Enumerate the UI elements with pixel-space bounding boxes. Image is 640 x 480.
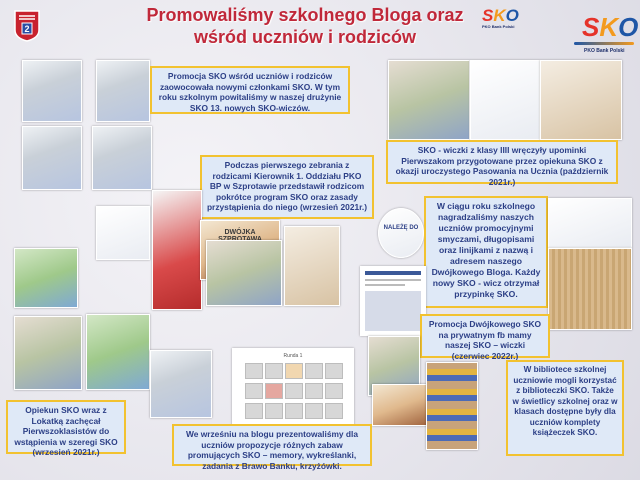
photo-lokatka-1 [14, 248, 78, 308]
game-tile [325, 363, 343, 379]
game-tile [245, 383, 263, 399]
game-tile [285, 363, 303, 379]
caption-first-meeting: Podczas pierwszego zebrania z rodzicami Kierownik 1. Oddziału PKO BP w Szprotawie przedstawił rodzicom pokrótce program SKO oraz zasady przystąpienia do niego (wrzesień 2021r.) [200, 155, 374, 219]
sko-letter: K [599, 12, 619, 42]
game-tile [285, 403, 303, 419]
photo-lokatka-2 [14, 316, 82, 390]
caption-gifts: SKO - wiczki z klasy IIII wręczyły upominki Pierwszakom przygotowane przez opiekuna SKO z okazji uroczystego Pasowania na Ucznia (październik 2021r.) [386, 140, 618, 184]
sko-letter: K [493, 6, 506, 25]
sko-letter: O [618, 12, 639, 42]
sko-logo-right [582, 12, 638, 43]
caption-library: W bibliotece szkolnej uczniowie mogli korzystać z biblioteczki SKO. Także w świetlicy szkolnej oraz w klasach dostępne były dla uczniów komplety książeczek SKO. [506, 360, 624, 456]
photo-memory-game [232, 348, 354, 426]
photo-new-member-3 [22, 126, 82, 190]
fb-image [365, 291, 421, 331]
game-tile [245, 363, 263, 379]
photo-brochures [96, 206, 150, 260]
fb-text-line [365, 284, 405, 286]
photo-bookshelf [426, 362, 478, 450]
sko-logo-right-subtitle: PKO Bank Polski [584, 48, 625, 54]
game-title: Runda 1 [283, 353, 303, 359]
fb-header-bar [365, 271, 421, 275]
caption-fb: Promocja Dwójkowego SKO na prywatnym fb mamy naszej SKO – wiczki (czerwiec 2022r.) [420, 314, 550, 358]
game-tile [245, 403, 263, 419]
caption-rewards: W ciągu roku szkolnego nagradzaliśmy naszych uczniów promocyjnymi smyczami, długopisami oraz linijkami z nazwą i adresem naszego Dwójkowego Bloga. Każdy nowy SKO - wicz otrzymał przypinkę SKO. [424, 196, 548, 308]
photo-new-member-2 [96, 60, 150, 122]
sko-letter: S [582, 12, 600, 42]
badge-text: NALEŻĘ DO [383, 225, 419, 231]
photo-gifts-1 [388, 60, 470, 140]
photo-rollup [152, 190, 202, 310]
game-tile [265, 403, 283, 419]
page-title [140, 4, 470, 48]
photo-new-member-1 [22, 60, 82, 122]
game-tile [265, 363, 283, 379]
page-title-line1: Promowaliśmy szkolnego Bloga oraz [146, 5, 464, 25]
caption-blog-games: We wrześniu na blogu prezentowaliśmy dla uczniów propozycje różnych zabaw promujących SKO – memory, wykreślanki, zadania z Brawo Banku, krzyżówki. [172, 424, 372, 466]
game-tile [305, 363, 323, 379]
school-crest-icon [14, 10, 40, 42]
game-tile [305, 383, 323, 399]
game-tile [325, 403, 343, 419]
game-tile [285, 383, 303, 399]
crest-number: 2 [24, 24, 30, 34]
game-tile [325, 383, 343, 399]
photo-gifts-3 [540, 60, 622, 140]
photo-gifts-2 [470, 60, 540, 140]
sko-letter: S [482, 6, 494, 25]
photo-sko-kit-2 [372, 384, 434, 426]
sign-text: DWÓJKA [224, 229, 256, 236]
photo-meeting [206, 240, 282, 306]
caption-promo: Promocja SKO wśród uczniów i rodziców zaowocowała nowymi członkami SKO. W tym roku szkolnym powitaliśmy w naszej drużynie SKO 13. nowych SKO-wiczów. [150, 66, 350, 114]
game-tile [305, 403, 323, 419]
photo-badge [378, 208, 424, 258]
sko-swoosh [574, 42, 634, 45]
sko-logo-top [482, 6, 519, 29]
photo-fb-post [360, 266, 426, 336]
game-tile [265, 383, 283, 399]
photo-lokatka-3 [86, 314, 150, 390]
photo-lanyards [548, 248, 632, 330]
photo-pens [548, 198, 632, 248]
sko-logo-top-subtitle: PKO Bank Polski [482, 24, 515, 29]
page-title-line2: wśród uczniów i rodziców [193, 27, 416, 47]
photo-new-member-4 [92, 126, 152, 190]
sko-letter: O [505, 6, 519, 25]
photo-girl-with-mascot [150, 350, 212, 418]
fb-text-line [365, 279, 421, 281]
photo-materials [284, 226, 340, 306]
caption-lokatka: Opiekun SKO wraz z Lokatką zachęcał Pierwszoklasistów do wstąpienia w szeregi SKO (wrzesień 2021r.) [6, 400, 126, 454]
